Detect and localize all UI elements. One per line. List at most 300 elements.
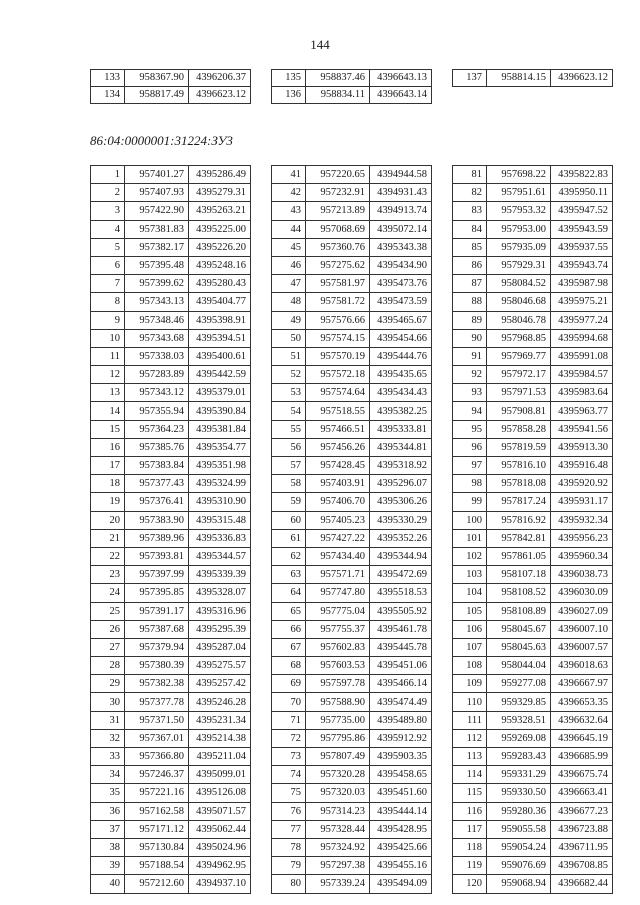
point-number-cell: 54 [272, 402, 306, 420]
y-coordinate-cell: 4395062.44 [189, 820, 251, 838]
y-coordinate-cell: 4395295.39 [189, 620, 251, 638]
x-coordinate-cell: 957387.68 [125, 620, 189, 638]
point-number-cell: 30 [91, 693, 125, 711]
y-coordinate-cell: 4396643.14 [370, 87, 432, 104]
x-coordinate-cell: 958367.90 [125, 70, 189, 87]
x-coordinate-cell: 957188.54 [125, 857, 189, 875]
x-coordinate-cell: 958814.15 [487, 70, 551, 87]
coord-tbody [453, 166, 613, 894]
y-coordinate-cell: 4396653.35 [551, 693, 613, 711]
point-number-cell: 46 [272, 256, 306, 274]
table-row [453, 420, 613, 438]
x-coordinate-cell: 957858.28 [487, 420, 551, 438]
x-coordinate-cell: 957422.90 [125, 202, 189, 220]
y-coordinate-cell: 4395960.34 [551, 547, 613, 565]
point-number-cell: 50 [272, 329, 306, 347]
x-coordinate-cell: 957314.23 [306, 802, 370, 820]
x-coordinate-cell: 957343.68 [125, 329, 189, 347]
table-row [91, 566, 251, 584]
point-number-cell: 69 [272, 675, 306, 693]
point-number-cell: 96 [453, 438, 487, 456]
table-row [91, 275, 251, 293]
y-coordinate-cell: 4395343.38 [370, 238, 432, 256]
table-row [272, 875, 432, 893]
y-coordinate-cell: 4395404.77 [189, 293, 251, 311]
point-number-cell: 103 [453, 566, 487, 584]
y-coordinate-cell: 4395465.67 [370, 311, 432, 329]
x-coordinate-cell: 957407.93 [125, 184, 189, 202]
y-coordinate-cell: 4395315.48 [189, 511, 251, 529]
point-number-cell: 19 [91, 493, 125, 511]
x-coordinate-cell: 957382.17 [125, 238, 189, 256]
x-coordinate-cell: 957456.26 [306, 438, 370, 456]
table-row [91, 384, 251, 402]
x-coordinate-cell: 957969.77 [487, 347, 551, 365]
table-row [453, 329, 613, 347]
prev-coord-table-1 [90, 69, 251, 104]
table-row [272, 802, 432, 820]
point-number-cell: 112 [453, 729, 487, 747]
y-coordinate-cell: 4396007.57 [551, 638, 613, 656]
y-coordinate-cell: 4395126.08 [189, 784, 251, 802]
table-row [453, 475, 613, 493]
table-row [91, 638, 251, 656]
table-row [453, 748, 613, 766]
point-number-cell: 92 [453, 366, 487, 384]
x-coordinate-cell: 958046.78 [487, 311, 551, 329]
y-coordinate-cell: 4395354.77 [189, 438, 251, 456]
y-coordinate-cell: 4396027.09 [551, 602, 613, 620]
point-number-cell: 35 [91, 784, 125, 802]
y-coordinate-cell: 4395330.29 [370, 511, 432, 529]
x-coordinate-cell: 957343.12 [125, 384, 189, 402]
point-number-cell: 91 [453, 347, 487, 365]
point-number-cell: 48 [272, 293, 306, 311]
prev-coord-table-3 [452, 69, 613, 87]
x-coordinate-cell: 959277.08 [487, 675, 551, 693]
table-row [91, 729, 251, 747]
x-coordinate-cell: 957405.23 [306, 511, 370, 529]
table-row [272, 87, 432, 104]
x-coordinate-cell: 957383.84 [125, 457, 189, 475]
y-coordinate-cell: 4395275.57 [189, 657, 251, 675]
table-row [91, 802, 251, 820]
point-number-cell: 17 [91, 457, 125, 475]
x-coordinate-cell: 957130.84 [125, 838, 189, 856]
point-number-cell: 12 [91, 366, 125, 384]
x-coordinate-cell: 957348.46 [125, 311, 189, 329]
x-coordinate-cell: 959330.50 [487, 784, 551, 802]
x-coordinate-cell: 957397.99 [125, 566, 189, 584]
x-coordinate-cell: 957221.16 [125, 784, 189, 802]
table-row [272, 220, 432, 238]
point-number-cell: 45 [272, 238, 306, 256]
point-number-cell: 93 [453, 384, 487, 402]
point-number-cell: 21 [91, 529, 125, 547]
y-coordinate-cell: 4395903.35 [370, 748, 432, 766]
point-number-cell: 3 [91, 202, 125, 220]
point-number-cell: 135 [272, 70, 306, 87]
point-number-cell: 134 [91, 87, 125, 104]
point-number-cell: 76 [272, 802, 306, 820]
point-number-cell: 49 [272, 311, 306, 329]
point-number-cell: 13 [91, 384, 125, 402]
table-row [453, 529, 613, 547]
y-coordinate-cell: 4396685.99 [551, 748, 613, 766]
table-row [453, 602, 613, 620]
table-row [272, 602, 432, 620]
x-coordinate-cell: 957406.70 [306, 493, 370, 511]
y-coordinate-cell: 4396677.23 [551, 802, 613, 820]
prev-coord-tbody [272, 70, 432, 104]
y-coordinate-cell: 4395489.80 [370, 711, 432, 729]
table-row [91, 547, 251, 565]
table-row [91, 820, 251, 838]
table-row [453, 820, 613, 838]
table-row [272, 657, 432, 675]
cadastral-number-label: 86:04:0000001:31224:ЗУ3 [90, 133, 233, 148]
y-coordinate-cell: 4395474.49 [370, 693, 432, 711]
table-row [91, 256, 251, 274]
x-coordinate-cell: 957395.85 [125, 584, 189, 602]
y-coordinate-cell: 4395024.96 [189, 838, 251, 856]
x-coordinate-cell: 957355.94 [125, 402, 189, 420]
y-coordinate-cell: 4395071.57 [189, 802, 251, 820]
x-coordinate-cell: 957581.72 [306, 293, 370, 311]
x-coordinate-cell: 959076.69 [487, 857, 551, 875]
point-number-cell: 104 [453, 584, 487, 602]
y-coordinate-cell: 4395472.69 [370, 566, 432, 584]
x-coordinate-cell: 959283.43 [487, 748, 551, 766]
point-number-cell: 79 [272, 857, 306, 875]
point-number-cell: 47 [272, 275, 306, 293]
x-coordinate-cell: 957807.49 [306, 748, 370, 766]
y-coordinate-cell: 4394913.74 [370, 202, 432, 220]
x-coordinate-cell: 957775.04 [306, 602, 370, 620]
table-row [453, 638, 613, 656]
y-coordinate-cell: 4395916.48 [551, 457, 613, 475]
point-number-cell: 41 [272, 166, 306, 184]
table-row [91, 766, 251, 784]
table-row [453, 711, 613, 729]
point-number-cell: 9 [91, 311, 125, 329]
point-number-cell: 109 [453, 675, 487, 693]
table-row [453, 802, 613, 820]
table-row [453, 875, 613, 893]
point-number-cell: 118 [453, 838, 487, 856]
table-row [272, 293, 432, 311]
point-number-cell: 28 [91, 657, 125, 675]
y-coordinate-cell: 4396675.74 [551, 766, 613, 784]
point-number-cell: 23 [91, 566, 125, 584]
point-number-cell: 38 [91, 838, 125, 856]
table-row [272, 748, 432, 766]
x-coordinate-cell: 957842.81 [487, 529, 551, 547]
x-coordinate-cell: 957377.78 [125, 693, 189, 711]
table-row [91, 875, 251, 893]
y-coordinate-cell: 4395214.38 [189, 729, 251, 747]
prev-coord-table-2 [271, 69, 432, 104]
y-coordinate-cell: 4396682.44 [551, 875, 613, 893]
point-number-cell: 74 [272, 766, 306, 784]
point-number-cell: 24 [91, 584, 125, 602]
table-row [272, 275, 432, 293]
point-number-cell: 43 [272, 202, 306, 220]
point-number-cell: 7 [91, 275, 125, 293]
table-row [272, 402, 432, 420]
point-number-cell: 120 [453, 875, 487, 893]
point-number-cell: 56 [272, 438, 306, 456]
y-coordinate-cell: 4395328.07 [189, 584, 251, 602]
x-coordinate-cell: 957861.05 [487, 547, 551, 565]
y-coordinate-cell: 4395442.59 [189, 366, 251, 384]
y-coordinate-cell: 4395458.65 [370, 766, 432, 784]
y-coordinate-cell: 4395454.66 [370, 329, 432, 347]
y-coordinate-cell: 4395983.64 [551, 384, 613, 402]
table-row [272, 638, 432, 656]
point-number-cell: 10 [91, 329, 125, 347]
x-coordinate-cell: 957518.55 [306, 402, 370, 420]
point-number-cell: 70 [272, 693, 306, 711]
x-coordinate-cell: 957393.81 [125, 547, 189, 565]
x-coordinate-cell: 957246.37 [125, 766, 189, 784]
x-coordinate-cell: 957570.19 [306, 347, 370, 365]
table-row [91, 511, 251, 529]
x-coordinate-cell: 957213.89 [306, 202, 370, 220]
y-coordinate-cell: 4395390.84 [189, 402, 251, 420]
x-coordinate-cell: 957367.01 [125, 729, 189, 747]
x-coordinate-cell: 957588.90 [306, 693, 370, 711]
y-coordinate-cell: 4395943.59 [551, 220, 613, 238]
y-coordinate-cell: 4395987.98 [551, 275, 613, 293]
point-number-cell: 31 [91, 711, 125, 729]
point-number-cell: 80 [272, 875, 306, 893]
x-coordinate-cell: 958084.52 [487, 275, 551, 293]
x-coordinate-cell: 957380.39 [125, 657, 189, 675]
table-row [272, 70, 432, 87]
y-coordinate-cell: 4394944.58 [370, 166, 432, 184]
table-row [453, 275, 613, 293]
table-row [453, 166, 613, 184]
table-row [272, 838, 432, 856]
x-coordinate-cell: 957382.38 [125, 675, 189, 693]
x-coordinate-cell: 957283.89 [125, 366, 189, 384]
y-coordinate-cell: 4395941.56 [551, 420, 613, 438]
point-number-cell: 85 [453, 238, 487, 256]
table-row [91, 238, 251, 256]
y-coordinate-cell: 4395398.91 [189, 311, 251, 329]
y-coordinate-cell: 4395931.17 [551, 493, 613, 511]
y-coordinate-cell: 4395451.60 [370, 784, 432, 802]
table-row [272, 547, 432, 565]
point-number-cell: 101 [453, 529, 487, 547]
x-coordinate-cell: 957381.83 [125, 220, 189, 238]
x-coordinate-cell: 957339.24 [306, 875, 370, 893]
x-coordinate-cell: 957602.83 [306, 638, 370, 656]
point-number-cell: 71 [272, 711, 306, 729]
table-row [453, 766, 613, 784]
y-coordinate-cell: 4395211.04 [189, 748, 251, 766]
x-coordinate-cell: 957212.60 [125, 875, 189, 893]
point-number-cell: 97 [453, 457, 487, 475]
y-coordinate-cell: 4395505.92 [370, 602, 432, 620]
x-coordinate-cell: 959055.58 [487, 820, 551, 838]
x-coordinate-cell: 958817.49 [125, 87, 189, 104]
x-coordinate-cell: 958834.11 [306, 87, 370, 104]
x-coordinate-cell: 957929.31 [487, 256, 551, 274]
table-row [91, 493, 251, 511]
y-coordinate-cell: 4396030.09 [551, 584, 613, 602]
point-number-cell: 117 [453, 820, 487, 838]
point-number-cell: 102 [453, 547, 487, 565]
y-coordinate-cell: 4395428.95 [370, 820, 432, 838]
x-coordinate-cell: 959329.85 [487, 693, 551, 711]
y-coordinate-cell: 4395932.34 [551, 511, 613, 529]
point-number-cell: 98 [453, 475, 487, 493]
x-coordinate-cell: 957466.51 [306, 420, 370, 438]
table-row [91, 220, 251, 238]
table-row [453, 256, 613, 274]
point-number-cell: 107 [453, 638, 487, 656]
x-coordinate-cell: 957171.12 [125, 820, 189, 838]
x-coordinate-cell: 957403.91 [306, 475, 370, 493]
y-coordinate-cell: 4395937.55 [551, 238, 613, 256]
table-row [91, 475, 251, 493]
point-number-cell: 90 [453, 329, 487, 347]
point-number-cell: 36 [91, 802, 125, 820]
x-coordinate-cell: 957953.32 [487, 202, 551, 220]
point-number-cell: 83 [453, 202, 487, 220]
y-coordinate-cell: 4396667.97 [551, 675, 613, 693]
table-row [91, 711, 251, 729]
point-number-cell: 68 [272, 657, 306, 675]
y-coordinate-cell: 4395257.42 [189, 675, 251, 693]
table-row [91, 620, 251, 638]
y-coordinate-cell: 4395822.83 [551, 166, 613, 184]
point-number-cell: 73 [272, 748, 306, 766]
point-number-cell: 15 [91, 420, 125, 438]
coord-table-2 [271, 165, 432, 894]
table-row [272, 311, 432, 329]
table-row [453, 402, 613, 420]
x-coordinate-cell: 958046.68 [487, 293, 551, 311]
table-row [91, 838, 251, 856]
point-number-cell: 89 [453, 311, 487, 329]
point-number-cell: 61 [272, 529, 306, 547]
y-coordinate-cell: 4395455.16 [370, 857, 432, 875]
point-number-cell: 136 [272, 87, 306, 104]
y-coordinate-cell: 4395246.28 [189, 693, 251, 711]
table-row [453, 184, 613, 202]
table-row [91, 457, 251, 475]
table-row [91, 166, 251, 184]
table-row [272, 584, 432, 602]
table-row [453, 238, 613, 256]
table-row [453, 202, 613, 220]
y-coordinate-cell: 4396018.63 [551, 657, 613, 675]
table-row [272, 457, 432, 475]
y-coordinate-cell: 4395310.90 [189, 493, 251, 511]
point-number-cell: 37 [91, 820, 125, 838]
prev-coord-tbody [91, 70, 251, 104]
y-coordinate-cell: 4396708.85 [551, 857, 613, 875]
table-row [91, 748, 251, 766]
y-coordinate-cell: 4395336.83 [189, 529, 251, 547]
table-row [272, 166, 432, 184]
y-coordinate-cell: 4396643.13 [370, 70, 432, 87]
point-number-cell: 5 [91, 238, 125, 256]
y-coordinate-cell: 4395425.66 [370, 838, 432, 856]
y-coordinate-cell: 4395279.31 [189, 184, 251, 202]
table-row [272, 420, 432, 438]
x-coordinate-cell: 957427.22 [306, 529, 370, 547]
x-coordinate-cell: 957819.59 [487, 438, 551, 456]
y-coordinate-cell: 4395518.53 [370, 584, 432, 602]
y-coordinate-cell: 4395344.94 [370, 547, 432, 565]
table-row [91, 529, 251, 547]
x-coordinate-cell: 958044.04 [487, 657, 551, 675]
table-row [272, 384, 432, 402]
x-coordinate-cell: 957428.45 [306, 457, 370, 475]
y-coordinate-cell: 4395975.21 [551, 293, 613, 311]
x-coordinate-cell: 957297.38 [306, 857, 370, 875]
table-row [91, 693, 251, 711]
point-number-cell: 67 [272, 638, 306, 656]
table-row [272, 857, 432, 875]
x-coordinate-cell: 958045.63 [487, 638, 551, 656]
table-row [272, 475, 432, 493]
point-number-cell: 99 [453, 493, 487, 511]
y-coordinate-cell: 4395920.92 [551, 475, 613, 493]
y-coordinate-cell: 4395286.49 [189, 166, 251, 184]
y-coordinate-cell: 4395913.30 [551, 438, 613, 456]
y-coordinate-cell: 4395445.78 [370, 638, 432, 656]
point-number-cell: 22 [91, 547, 125, 565]
y-coordinate-cell: 4396663.41 [551, 784, 613, 802]
y-coordinate-cell: 4395072.14 [370, 220, 432, 238]
point-number-cell: 105 [453, 602, 487, 620]
y-coordinate-cell: 4395248.16 [189, 256, 251, 274]
x-coordinate-cell: 957795.86 [306, 729, 370, 747]
point-number-cell: 2 [91, 184, 125, 202]
y-coordinate-cell: 4396723.88 [551, 820, 613, 838]
y-coordinate-cell: 4395318.92 [370, 457, 432, 475]
point-number-cell: 4 [91, 220, 125, 238]
y-coordinate-cell: 4395400.61 [189, 347, 251, 365]
table-row [272, 529, 432, 547]
y-coordinate-cell: 4395344.81 [370, 438, 432, 456]
x-coordinate-cell: 957576.66 [306, 311, 370, 329]
point-number-cell: 100 [453, 511, 487, 529]
x-coordinate-cell: 957364.23 [125, 420, 189, 438]
point-number-cell: 1 [91, 166, 125, 184]
point-number-cell: 114 [453, 766, 487, 784]
point-number-cell: 16 [91, 438, 125, 456]
table-row [272, 202, 432, 220]
table-row [91, 329, 251, 347]
y-coordinate-cell: 4395316.96 [189, 602, 251, 620]
point-number-cell: 77 [272, 820, 306, 838]
table-row [272, 729, 432, 747]
y-coordinate-cell: 4395963.77 [551, 402, 613, 420]
point-number-cell: 6 [91, 256, 125, 274]
y-coordinate-cell: 4396623.12 [189, 87, 251, 104]
point-number-cell: 40 [91, 875, 125, 893]
point-number-cell: 111 [453, 711, 487, 729]
y-coordinate-cell: 4395991.08 [551, 347, 613, 365]
point-number-cell: 82 [453, 184, 487, 202]
point-number-cell: 110 [453, 693, 487, 711]
